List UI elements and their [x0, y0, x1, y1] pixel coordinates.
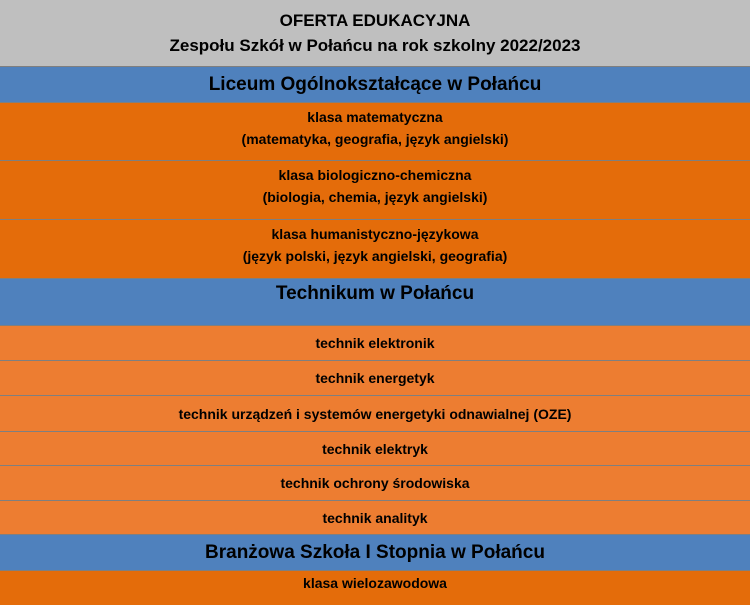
branzowa-class-row	[0, 571, 750, 605]
profession-row	[0, 501, 750, 535]
class-name: klasa biologiczno-chemiczna	[278, 167, 472, 183]
section-branzowa-title: Branżowa Szkoła I Stopnia w Połańcu	[205, 541, 545, 563]
section-branzowa	[0, 535, 750, 571]
class-name: klasa wielozawodowa	[303, 575, 447, 591]
offer-title: OFERTA EDUKACYJNA	[279, 11, 471, 30]
profession-row	[0, 432, 750, 466]
profession-row	[0, 466, 750, 501]
class-name: klasa matematyczna	[307, 109, 443, 125]
liceum-class-row	[0, 220, 750, 279]
offer-header	[0, 0, 750, 67]
profession-name: technik elektryk	[322, 440, 428, 457]
liceum-class-row	[0, 103, 750, 161]
class-subjects: (matematyka, geografia, język angielski)	[241, 131, 509, 147]
profession-name: technik elektronik	[315, 335, 435, 351]
profession-row	[0, 396, 750, 432]
profession-row	[0, 361, 750, 396]
liceum-class-row	[0, 161, 750, 220]
profession-name: technik urządzeń i systemów energetyki odnawialnej (OZE)	[178, 405, 572, 422]
class-name: klasa humanistyczno-językowa	[271, 226, 479, 242]
section-liceum-title: Liceum Ogólnokształcące w Połańcu	[208, 73, 542, 95]
section-technikum-title: Technikum w Połańcu	[275, 283, 475, 304]
profession-name: technik energetyk	[315, 370, 435, 386]
section-technikum	[0, 279, 750, 326]
class-subjects: (język polski, język angielski, geografia)	[242, 248, 508, 264]
profession-name: technik analityk	[322, 509, 428, 526]
section-liceum	[0, 67, 750, 103]
class-subjects: (biologia, chemia, język angielski)	[262, 189, 488, 205]
profession-name: technik ochrony środowiska	[280, 475, 470, 491]
profession-row	[0, 326, 750, 361]
offer-subtitle: Zespołu Szkół w Połańcu na rok szkolny 2022/2023	[169, 36, 581, 55]
